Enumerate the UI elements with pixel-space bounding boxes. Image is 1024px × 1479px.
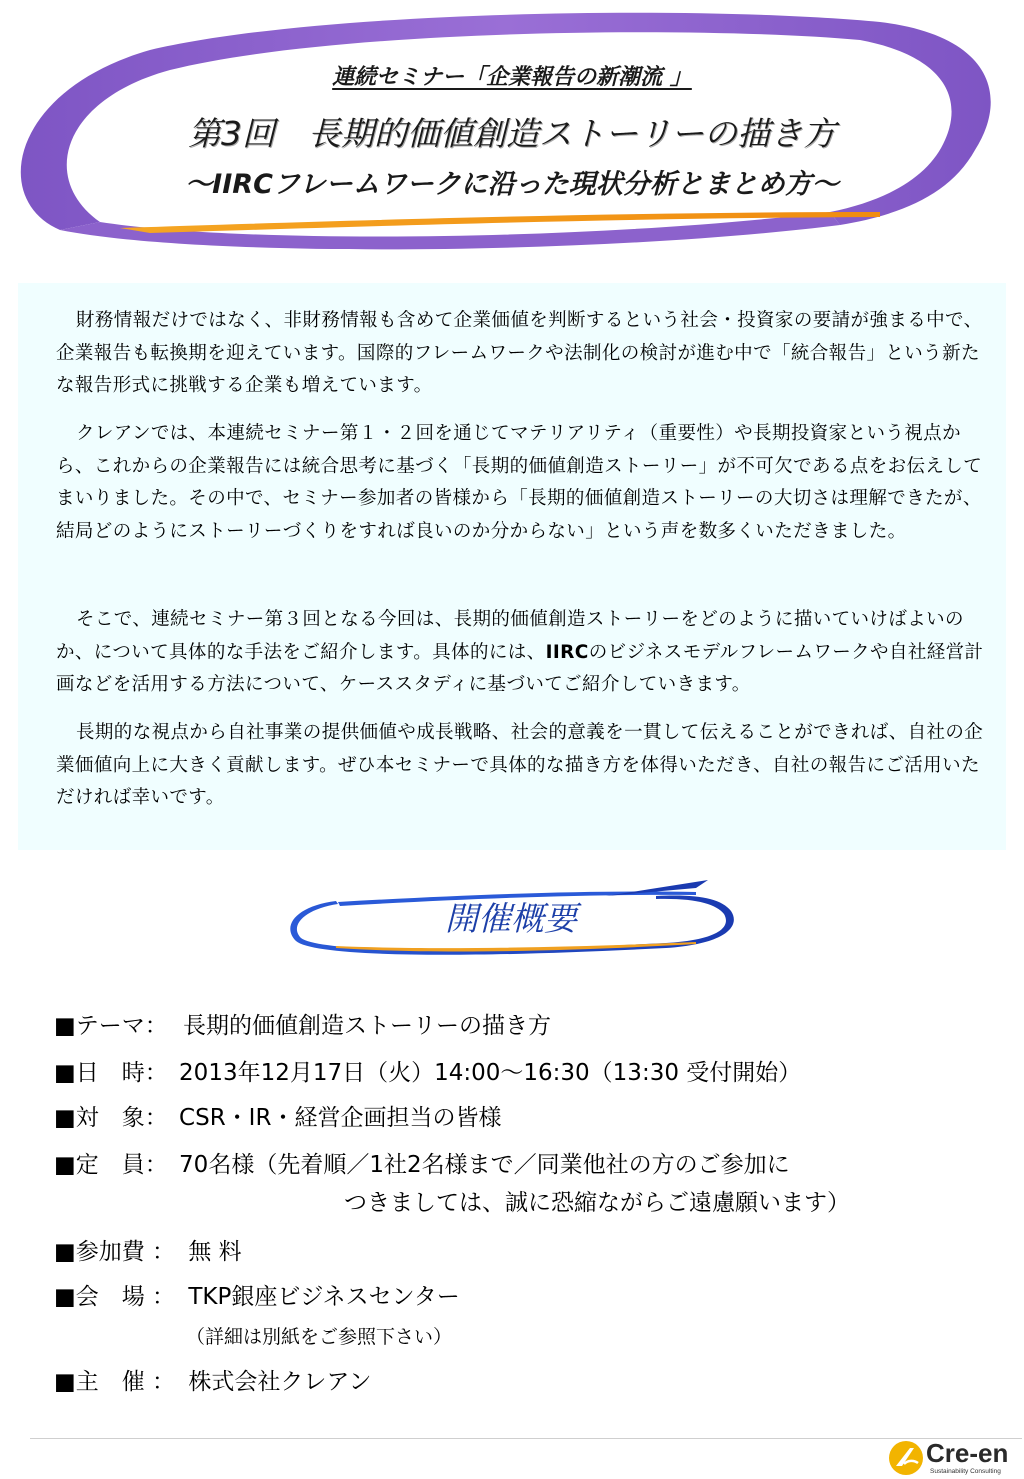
capacity-value-line1: 70名様（先着順／1社2名様まで／同業他社の方のご参加に <box>179 1152 790 1178</box>
target-value: CSR・IR・経営企画担当の皆様 <box>179 1105 502 1131</box>
main-title: 第3回 長期的価値創造ストーリーの描き方 <box>188 114 836 153</box>
capacity-label: ■定 員： <box>54 1152 168 1178</box>
date-label: ■日 時： <box>54 1060 168 1086</box>
capacity-row <box>54 1146 790 1179</box>
organizer-label: ■主 催 ： <box>54 1369 176 1395</box>
organizer-value: 株式会社クレアン <box>188 1369 372 1395</box>
date-row <box>54 1054 801 1087</box>
fee-label: ■参加費 ： <box>54 1239 176 1265</box>
capacity-value-line2: つきましては、誠に恐縮ながらご遠慮願います） <box>344 1190 850 1216</box>
theme-value: 長期的価値創造ストーリーの描き方 <box>183 1013 552 1039</box>
series-title: 連続セミナー「企業報告の新潮流 」 <box>332 65 692 90</box>
theme-row <box>54 1007 551 1040</box>
intro-paragraph-2: クレアンでは、本連続セミナー第１・２回を通じてマテリアリティ（重要性）や長期投資家という視点から、これからの企業報告には統合思考に基づく「長期的価値創造ストーリー」が不可欠である点をお伝えしてまいりました。その中で、セミナー参加者の皆様から「長期的価値創造ストーリーの大切さは理解できたが、結局どのようにストーリーづくりをすれば良いのか分からない」という声を数多くいただきました。 <box>56 423 983 542</box>
footer-divider <box>30 1438 1022 1439</box>
organizer-row <box>54 1363 371 1396</box>
theme-label: ■テーマ： <box>54 1013 168 1039</box>
logo-name: Cre-en <box>926 1438 1009 1468</box>
fee-value: 無 料 <box>188 1239 242 1265</box>
date-value: 2013年12月17日（火）14:00〜16:30（13:30 受付開始） <box>179 1060 802 1086</box>
venue-value: TKP銀座ビジネスセンター <box>188 1284 460 1310</box>
overview-heading: 開催概要 <box>445 899 577 938</box>
target-label: ■対 象： <box>54 1105 168 1131</box>
venue-note: （詳細は別紙をご参照下さい） <box>186 1326 453 1348</box>
logo-tagline: Sustainability Consulting <box>930 1468 1001 1475</box>
venue-row <box>54 1278 460 1311</box>
intro-paragraph-4: 長期的な視点から自社事業の提供価値や成長戦略、社会的意義を一貫して伝えることができれば、自社の企業価値向上に大きく貢献します。ぜひ本セミナーで具体的な描き方を体得いただき、自社の報告にご活用いただければ幸いです。 <box>56 722 984 808</box>
intro-paragraph-3: そこで、連続セミナー第３回となる今回は、長期的価値創造ストーリーをどのように描いていけばよいのか、について具体的な手法をご紹介します。具体的には、IIRCのビジネスモデルフレームワークや自社経営計画などを活用する方法について、ケーススタディに基づいてご紹介していきます。 <box>56 609 984 695</box>
sub-title: 〜IIRCフレームワークに沿った現状分析とまとめ方〜 <box>185 169 839 200</box>
intro-box <box>18 283 1006 850</box>
cre-en-logo-icon <box>888 1440 924 1476</box>
intro-paragraph-1: 財務情報だけではなく、非財務情報も含めて企業価値を判断するという社会・投資家の要請が強まる中で、企業報告も転換期を迎えています。国際的フレームワークや法制化の検討が進む中で「統合報告」という新たな報告形式に挑戦する企業も増えています。 <box>56 310 983 396</box>
fee-row <box>54 1233 242 1266</box>
target-row <box>54 1099 501 1132</box>
venue-label: ■会 場 ： <box>54 1284 176 1310</box>
iirc-bold: IIRC <box>545 641 589 663</box>
